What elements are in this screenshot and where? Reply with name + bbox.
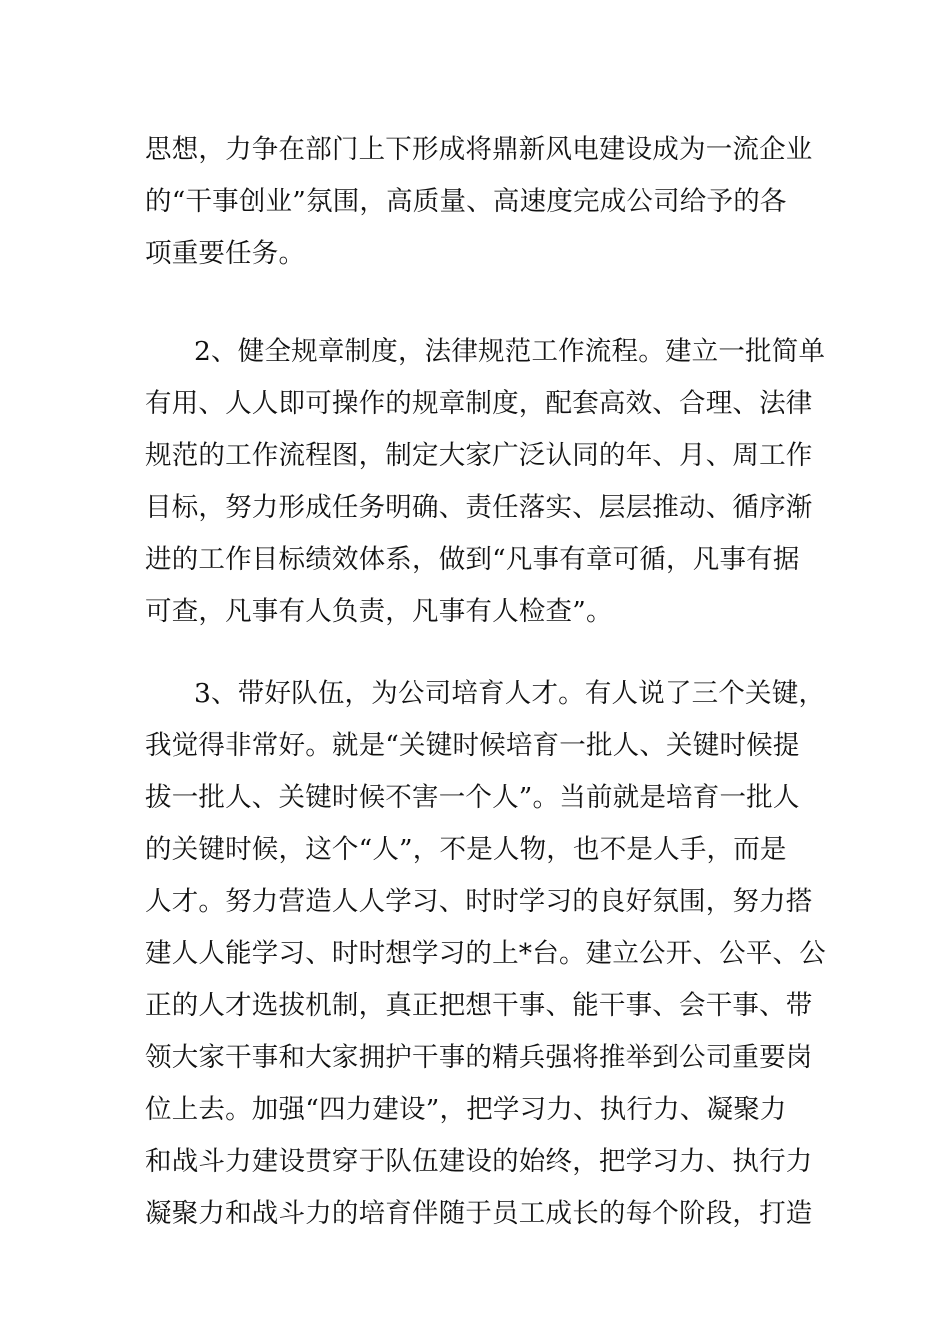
text-line: 目标，努力形成任务明确、责任落实、层层推动、循序渐 (145, 492, 813, 523)
paragraph-2 (145, 326, 826, 638)
text-line: 凝聚力和战斗力的培育伴随于员工成长的每个阶段，打造 (145, 1198, 813, 1229)
text-line: 2、健全规章制度，法律规范工作流程。建立一批简单 (194, 336, 826, 367)
text-line: 人才。努力营造人人学习、时时学习的良好氛围，努力搭 (145, 886, 813, 917)
text-line: 的“干事创业”氛围，高质量、高速度完成公司给予的各 (145, 186, 787, 217)
text-line: 3、带好队伍，为公司培育人才。有人说了三个关键， (194, 678, 826, 709)
text-line: 正的人才选拔机制，真正把想干事、能干事、会干事、带 (145, 990, 813, 1021)
text-line: 规范的工作流程图，制定大家广泛认同的年、月、周工作 (145, 440, 813, 471)
text-line: 位上去。加强“四力建设”，把学习力、执行力、凝聚力 (145, 1094, 787, 1125)
text-line: 思想，力争在部门上下形成将鼎新风电建设成为一流企业 (145, 134, 813, 165)
text-line: 可查，凡事有人负责，凡事有人检查”。 (145, 596, 613, 627)
text-line: 和战斗力建设贯穿于队伍建设的始终，把学习力、执行力 (145, 1146, 813, 1177)
text-line: 的关键时候，这个“人”，不是人物，也不是人手，而是 (145, 834, 787, 865)
text-line: 项重要任务。 (145, 238, 306, 269)
text-line: 有用、人人即可操作的规章制度，配套高效、合理、法律 (145, 388, 813, 419)
text-line: 建人人能学习、时时想学习的上*台。建立公开、公平、公 (145, 938, 826, 969)
paragraph-1 (145, 124, 813, 280)
text-line: 领大家干事和大家拥护干事的精兵强将推举到公司重要岗 (145, 1042, 813, 1073)
paragraph-3 (145, 668, 826, 1240)
text-line: 拔一批人、关键时候不害一个人”。当前就是培育一批人 (145, 782, 800, 813)
text-line: 进的工作目标绩效体系，做到“凡事有章可循，凡事有据 (145, 544, 800, 575)
text-line: 我觉得非常好。就是“关键时候培育一批人、关键时候提 (145, 730, 800, 761)
